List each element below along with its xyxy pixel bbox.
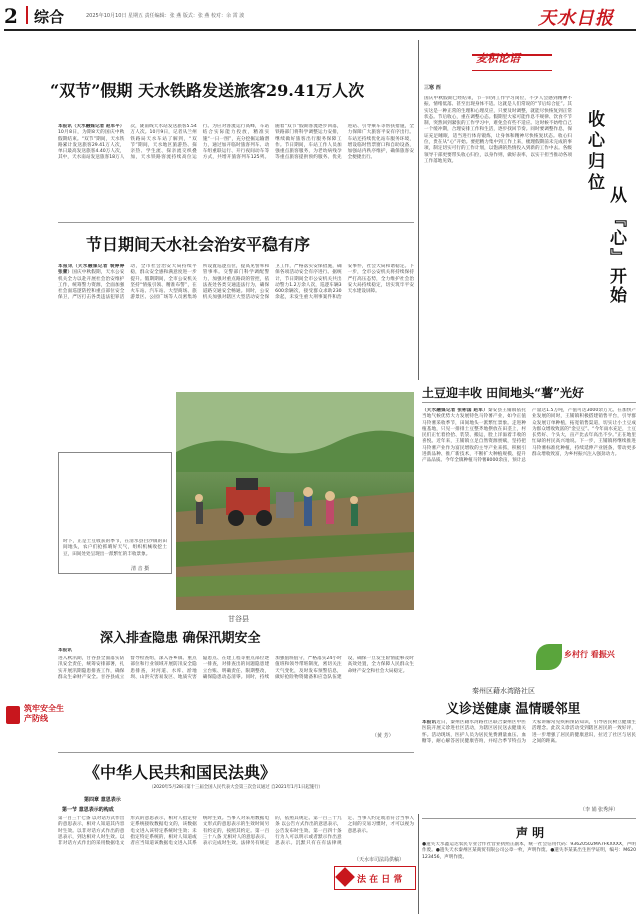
civil-code-body: 第一百三十七条 以对话方式作出的意思表示，相对人知道其内容时生效。以非对话方式作出的意思表示，到达相对人时生效。以非对话方式作出的采用数据电文形式的意思表示，相对人指定特定系统接收数据电文的，该数据电文进入该特定系统时生效；未指定特定系统的，相对人知道或者应当知道该数据电文进入其系统时生效。当事人对采用数据电文形式的意思表示的生效时间另有约定的，按照其约定。第一百三十八条 无相对人的意思表示，表示完成时生效。法律另有规定的，依照其规定。第一百三十九条 以公告方式作出的意思表示，公告发布时生效。第一百四十条 行为人可以明示或者默示作出意思表示。沉默只有在有法律规定、当事人约定或者符合当事人之间的交易习惯时，才可以视为意思表示。 (58, 816, 414, 847)
header-design-label: 版式： (181, 13, 198, 19)
civil-code-title: 《中华人民共和国民法典》 (84, 763, 277, 782)
page-number: 2 (4, 4, 18, 28)
civil-code-subtitle: （2020年5月28日第十三届全国人民代表大会第三次会议通过 自2021年1月1日起施行） (149, 785, 323, 790)
header-meta (86, 12, 244, 19)
article-railway-title: “双节”假期 天水铁路发送旅客29.41万人次 (50, 81, 365, 100)
article-railway-text: 10月8日，为期8天的国庆中秋假期结束。“双节”期间，天水铁路累计发送旅客29.41万人次，单日最高发送旅客4.40万人次，其中，天水南站发送旅客18万人次，陇南线天水站发送旅客5.54万人次。10月9日，记者从兰州铁路局天水车站了解到，“双节”期间，天水地区旅游热、探亲热、学生流、探亲流交织叠加，天水铁路客流持续高位运行。为应对客流运行高峰，车站结合实际能力投放，精准实施“一日一图”，充分挖掘运输潜力，通过加开临时旅客列车、动车组重联运行、开行夜间动车等方式，共增开旅客列车125列。随着“双节”假期客流逐步回落，铁路部门将科学调整运力安排，继续做好旅客出行服务保障工作。节日期间，车站工作人员加强重点旅客服务，为老幼病残孕等重点旅客提供预约服务、优先进站、引导乘车等帮扶措施，全力保障广大旅客平安有序出行。车站还持续优化站车服务环境，增设临时售票窗口和自助设备，加强站内秩序维护，确保旅客安全便捷出行。 (58, 124, 414, 161)
column-label-badge (472, 48, 552, 74)
article-security-title: 节日期间天水社会治安平稳有序 (86, 235, 311, 254)
column-title-vertical (582, 110, 626, 360)
law-badge (334, 866, 416, 890)
header-date: 2025年10月10日 星期五 责任编辑： (86, 13, 170, 19)
safety-badge-icon (6, 706, 20, 724)
article-clinic-kicker: 秦州区藉水湾路社区 (472, 687, 535, 695)
article-potato-text: 秦安县王铺镇依托当地气候优势大力发展特色马铃薯产业，如今正值马铃薯采收季节，田间地头一派繁忙景象。走进种植基地，只见一排排土豆整齐地摆放在田垄上，村民们正忙着捡拾、装袋、搬运，脸上洋溢着丰收的喜悦。近年来，王铺镇立足自然资源禀赋，坚持把马铃薯产业作为富民增收的主导产业来抓，积极引进新品种、推广新技术，不断扩大种植规模、提升产品品质。今年全镇种植马铃薯8000余亩，预计总产量达1.5万吨，产值可达3000余万元。在加快产业发展的同时，王铺镇积极搭建销售平台，引导群众发展订单种植，拓宽销售渠道，切实让小土豆成为群众增收致富的“金豆豆”。“今年雨水充足，土豆长势好、个头大，亩产比去年高出不少。”正在地里忙碌的村民高兴地说。下一步，王铺镇将继续推进马铃薯标准化种植，持续延伸产业链条，带动更多群众增收致富，为乡村振兴注入强劲动力。 (422, 408, 636, 464)
column-label-text: 麦积论语 (476, 52, 520, 65)
civil-code-chapter: 第四章 意思表示 (84, 797, 121, 803)
photo-caption: 时下，正是土豆收获的季节，在清水县白沙镇的田间地头，农户们抢抓晴好天气，组织机械收挖土豆，田间处处呈现出一派繁忙的丰收景象。 (63, 539, 167, 557)
header-rule (4, 29, 636, 31)
civil-code-section: 第一节 意思表示的构成 (62, 807, 114, 813)
masthead-logo: 天水日报 (538, 8, 614, 29)
photo-credit: 清 音 摄 (131, 566, 150, 572)
column-title-a: 收心归位 (584, 110, 604, 194)
article-railway-body (58, 124, 414, 218)
article-security-byline: 本报讯（天水融媒记者 裴婷婷 张蕾） (58, 264, 125, 276)
civil-code-source: （天水市司法局供稿） (354, 857, 405, 863)
column-title-b: 从 (606, 186, 626, 203)
article-potato-title: 土豆迎丰收 田间地头“薯”光好 (422, 386, 584, 400)
article-clinic-title: 义诊送健康 温情暖邻里 (446, 702, 581, 717)
divider-1 (58, 222, 414, 223)
header-proofer: 余 霄 波 (226, 13, 245, 19)
column-intro-title: 三寒 西 (424, 85, 441, 91)
article-potato-byline: （天水融媒记者 张彬国 赵军） (422, 408, 488, 413)
civil-code-top-rule (58, 752, 414, 753)
rural-badge (536, 642, 616, 676)
article-flood-text: 进入秋汛期，甘谷县全面落实防汛安全责任，统筹安排部署，扎实开展汛期隐患排查工作，确保群众生命财产安全。甘谷县成立督导检查组，深入各乡镇、重点部位和行业领域开展防汛安全隐患排查，对河道、水库、淤地坝、山洪灾害易发区、地质灾害隐患点、在建工程等重点部位逐一排查，对排查出的问题隐患建立台账、明确责任、限期整改，确保隐患动态清零。同时，持续加强值班值守，严格落实24小时值班和领导带班制度，密切关注天气变化，及时发布预警信息，做好抢险物资储备和应急队伍建设，确保一旦发生险情能够及时高效处置，全力保障人民群众生命财产安全和社会大局稳定。 (58, 656, 414, 680)
article-flood-body (58, 656, 414, 742)
article-clinic-body (422, 720, 636, 806)
harvest-photo-graphic (176, 392, 414, 610)
article-clinic-author: （李 娟 张秀萍） (580, 807, 619, 813)
law-badge-icon (335, 867, 355, 887)
article-clinic-text: 近日，秦州区藉水湾路社区联合秦州区中医医院开展义诊进社区活动，为辖区居民送去健康关怀。活动现场，医护人员为居民免费测量血压、血糖等，耐心解答居民健康咨询，并结合季节特点为大家讲解常见疾病预防知识，引导居民树立健康生活理念。此次义诊活动受到辖区居民的一致好评，进一步增强了居民的健康意识，拉近了社区与居民之间的距离。 (422, 720, 636, 744)
header-divider-mark (26, 6, 28, 24)
article-flood-author: （黄 芳） (372, 733, 394, 739)
notice-top-rule (422, 818, 636, 819)
page-header (0, 0, 640, 32)
header-proof-label: 校对： (209, 13, 227, 19)
article-security-text: 国庆中秋假期，天水公安机关全力以赴开展社会治安维护工作，统筹警力资源，全面加强社会面巡逻防控和重点部位安全保卫，严厉打击各类违法犯罪活动，全市社会治安大局持续平稳，群众安全感和满意度进一步提升。假期期间，全市公安机关坚持“情报引领、精准布警”，在火车站、汽车站、大型商场、旅游景区、公园广场等人员密集场所设置巡逻点位，提高见警率和管事率。交警部门科学调配警力，加强对重点路段的管控，依法查处各类交通违法行为，确保道路交通安全畅通。同时，公安机关加强对辖区大型活动安全保卫工作，严格落实安保措施，确保各项活动安全有序进行。据统计，节日期间全市公安机关共出动警力1.2万余人次，巡逻车辆3600余辆次，接受群众求助230余起，未发生重大刑事案件和治安事件，社会大局和谐稳定。下一步，全市公安机关将持续保持严打高压态势，全力维护社会治安大局持续稳定，切实筑牢平安天水建设屏障。 (58, 264, 414, 301)
header-designer: 张 燕 (197, 13, 210, 19)
notice-title: 声 明 (516, 826, 545, 840)
article-railway-byline: 本报讯（天水融媒记者 赵军平） (58, 124, 125, 129)
notice-body: ●遗失天水鑫运达农民专业合作社营业执照正副本，统一社会信用代码：93620502MA7FKXXXX，声明作废。●遗失天水秦州区某商贸有限公司公章一枚，声明作废。●遗失李某某出生医学证明，编号：M620123456，声明作废。 (422, 842, 636, 860)
column-body: 国庆中秋假期已经结束，节一回到工作学习岗位，不少人会感到精神不振、情绪低落、甚至出现身体不适。这就是人们常说的“节后综合征”。其实这是一种正常的生理和心理反应，只要及时调整，就能尽快恢复到正常状态。节后收心，重在调整心态。假期里大家可能作息不规律、饮食不节制，突然回到紧张的工作学习中，难免会有些不适应。这时候不妨给自己一个缓冲期，合理安排工作和生活，逐步找回节奏。同时要调整作息，保证充足睡眠，适当进行体育锻炼，让身体和精神尽快恢复状态。收心归位，贵在从“心”开始。要把精力集中到工作上来，梳理假期前未完成的事项，制定切实可行的工作计划，以饱满的热情投入到新的工作中去。各级领导干部更要带头收心归位，以身作则，做好表率，以实干担当推动各项工作落地见效。 (424, 96, 572, 164)
potato-title-rule (422, 402, 636, 403)
column-left-rule (418, 40, 419, 380)
article-flood-title: 深入排查隐患 确保汛期安全 (100, 631, 261, 646)
safety-badge (4, 700, 66, 736)
article-clinic-byline: 本报讯 (422, 720, 437, 725)
section-name: 综合 (34, 8, 65, 26)
header-editor: 张 燕 (169, 13, 182, 19)
rural-badge-leaf-icon (536, 644, 562, 670)
article-flood-kicker: 甘谷县 (228, 615, 249, 623)
column-title-c: 『心』开始 (606, 210, 626, 305)
law-badge-text: 法 在 日 常 (357, 875, 403, 885)
notice-left-rule (418, 814, 419, 914)
article-potato-body (422, 408, 636, 612)
article-flood-byline: 本报讯 (58, 648, 72, 653)
safety-badge-text: 筑牢安全生产防线 (24, 704, 64, 723)
harvest-photo (176, 392, 414, 610)
article-security-body (58, 264, 414, 390)
rural-badge-text: 乡村行 看振兴 (564, 650, 615, 659)
photo-caption-box (58, 452, 172, 574)
